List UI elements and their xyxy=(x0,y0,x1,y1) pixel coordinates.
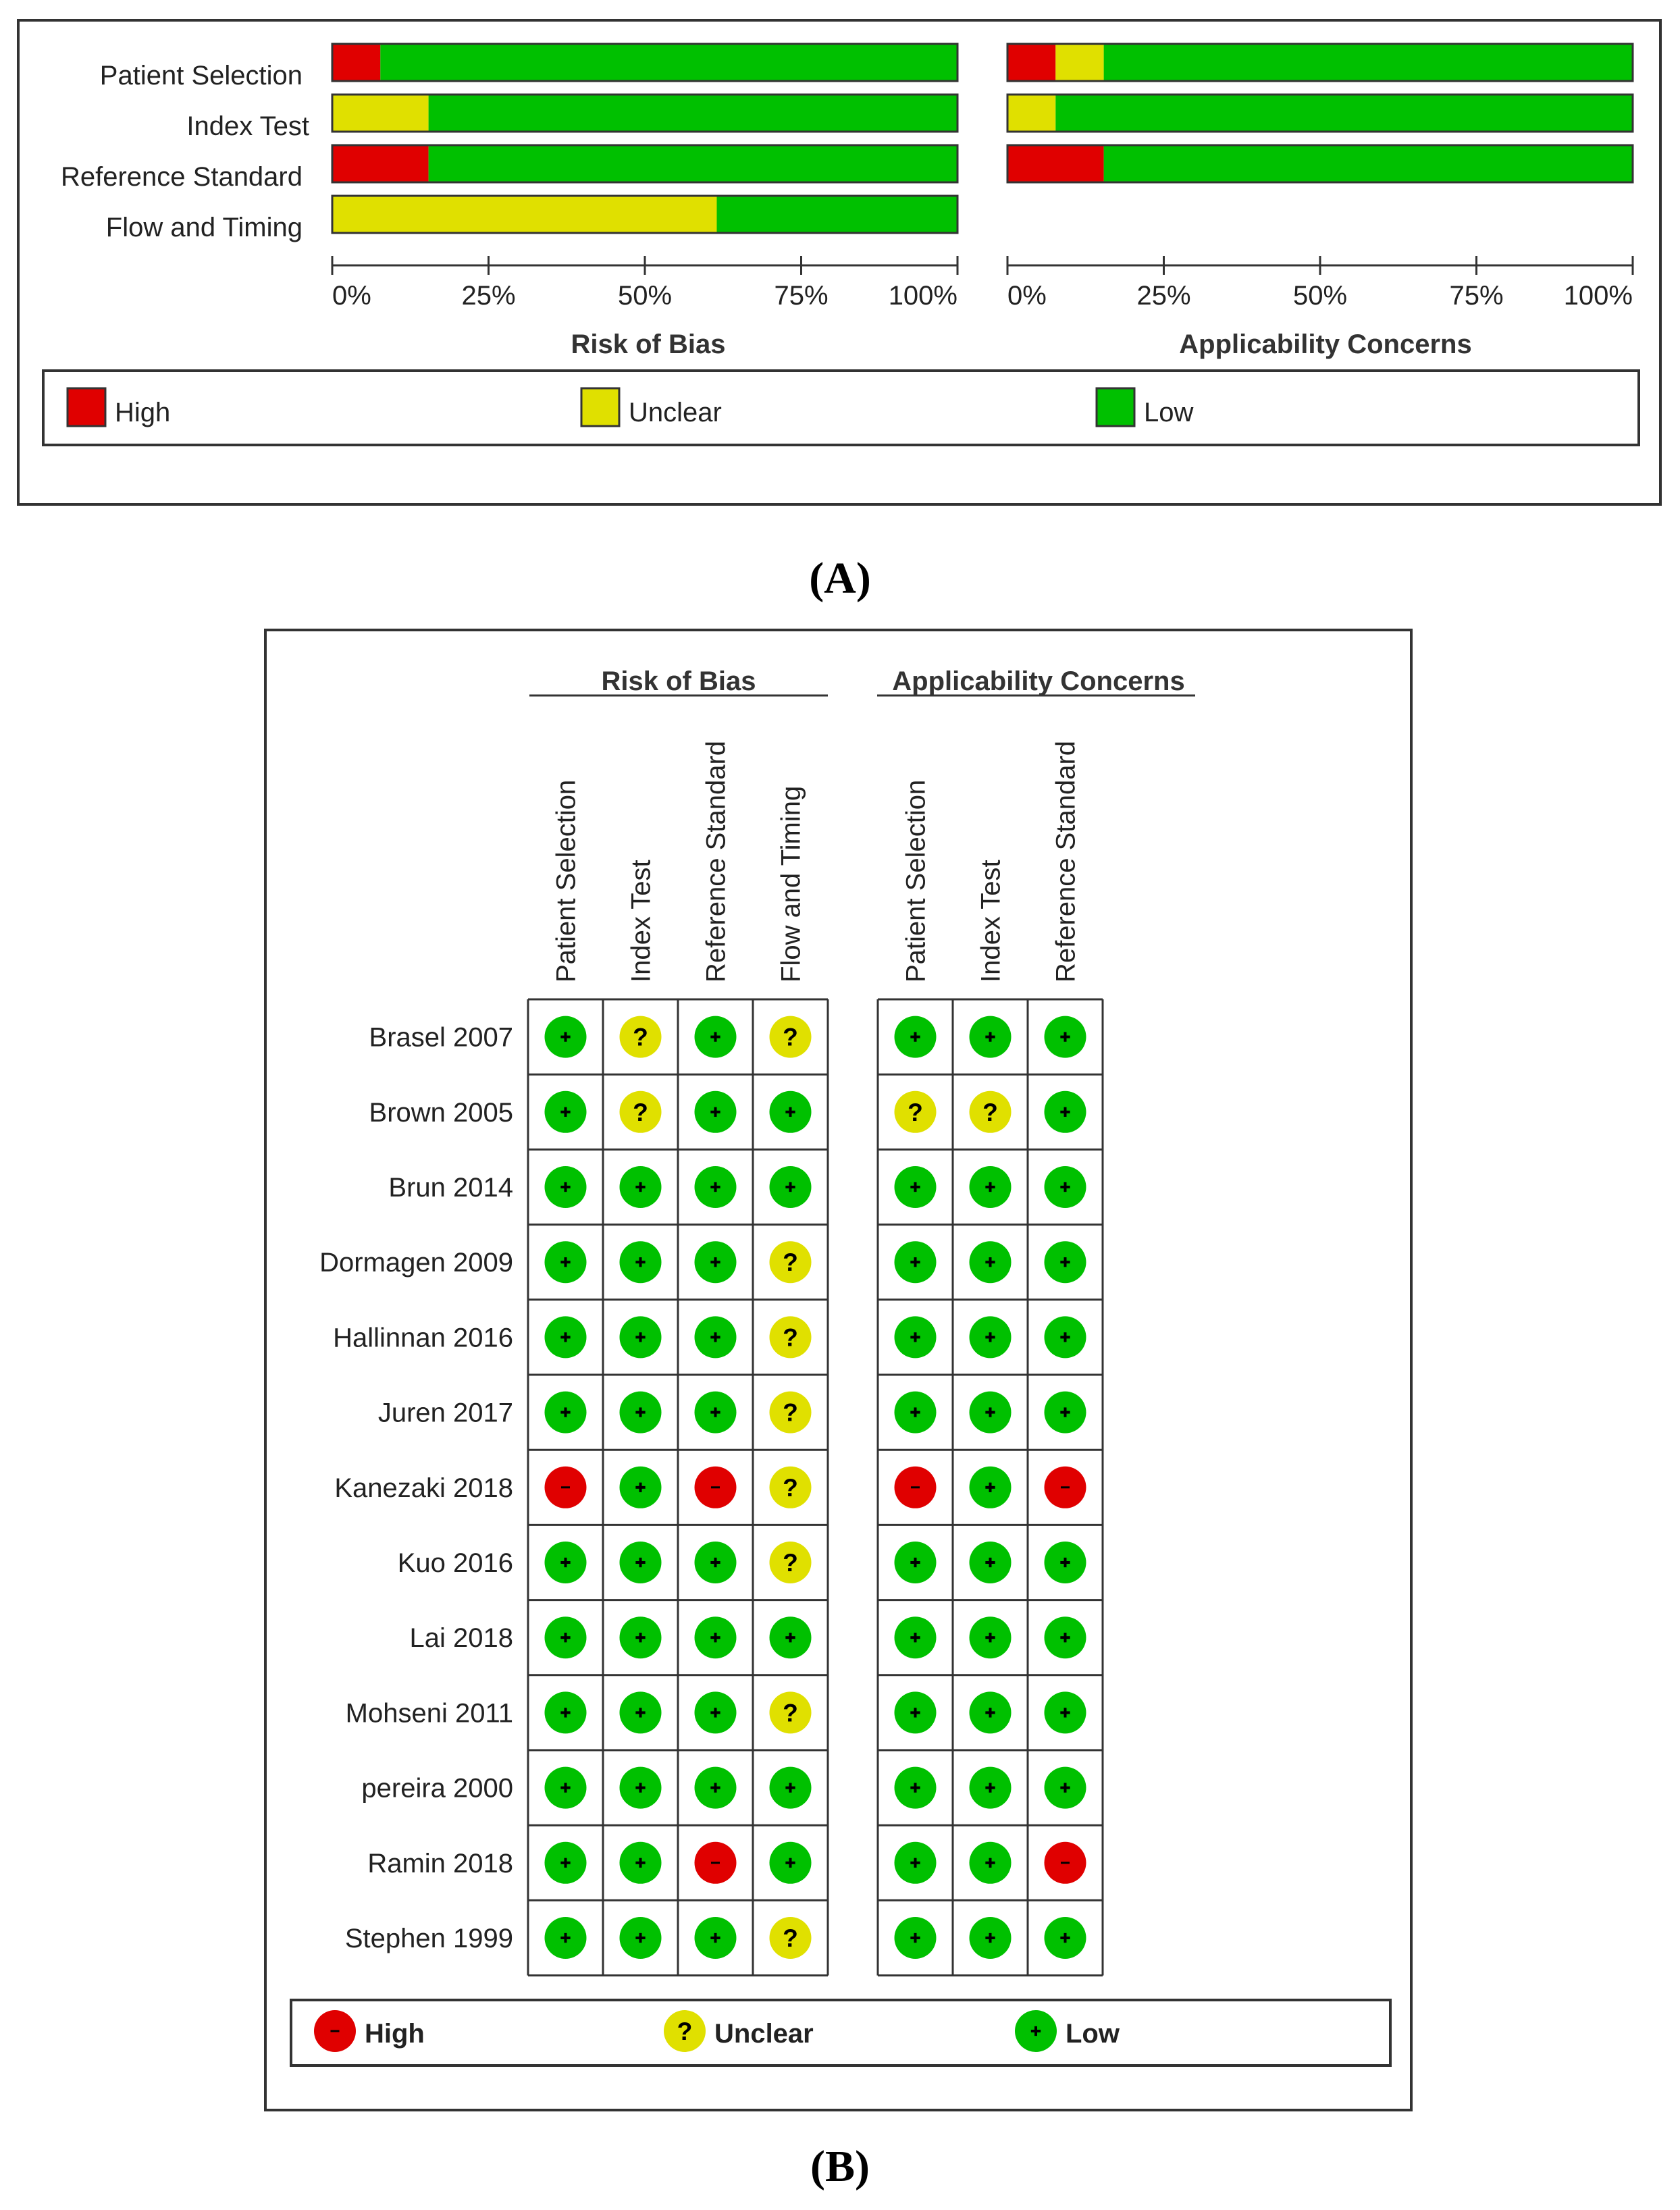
bar-label-patient-selection: Patient Selection xyxy=(99,61,303,90)
legend-b-frame xyxy=(291,2000,1390,2066)
axis-tick-label-applicability-concerns-3: 75% xyxy=(1449,281,1504,311)
study-label-brasel-2007: Brasel 2007 xyxy=(369,1022,513,1053)
study-label-kuo-2016: Kuo 2016 xyxy=(397,1548,513,1578)
cell-brasel-2007-applicability-index-test xyxy=(970,1016,1012,1058)
cell-stephen-1999-risk-reference-standard xyxy=(695,1917,737,1959)
bar-risk-of-bias-patient-selection-low xyxy=(380,44,957,81)
cell-kanezaki-2018-risk-index-test xyxy=(620,1467,662,1508)
legend-a-high-swatch xyxy=(68,388,105,426)
cell-kuo-2016-applicability-reference-standard xyxy=(1045,1542,1086,1583)
cell-hallinnan-2016-risk-reference-standard xyxy=(695,1316,737,1358)
cell-juren-2017-risk-flow-and-timing-question: ? xyxy=(783,1398,798,1427)
cell-dormagen-2009-risk-reference-standard xyxy=(695,1241,737,1283)
cell-dormagen-2009-risk-patient-selection xyxy=(545,1241,587,1283)
cell-mohseni-2011-applicability-patient-selection xyxy=(895,1691,937,1733)
cell-brown-2005-applicability-patient-selection-question: ? xyxy=(908,1097,923,1126)
cell-kanezaki-2018-risk-flow-and-timing-question: ? xyxy=(783,1473,798,1502)
study-label-mohseni-2011: Mohseni 2011 xyxy=(345,1698,513,1729)
cell-pereira-2000-applicability-reference-standard xyxy=(1045,1767,1086,1809)
study-label-brun-2014: Brun 2014 xyxy=(388,1173,513,1203)
cell-ramin-2018-applicability-reference-standard xyxy=(1045,1842,1086,1884)
legend-a-unclear-swatch xyxy=(581,388,619,426)
column-header-reference-standard: Reference Standard xyxy=(701,740,731,982)
cell-dormagen-2009-applicability-patient-selection xyxy=(895,1241,937,1283)
applicability-title: Applicability Concerns xyxy=(1179,330,1472,359)
study-label-lai-2018: Lai 2018 xyxy=(409,1623,513,1654)
cell-mohseni-2011-risk-flow-and-timing-question: ? xyxy=(783,1698,798,1727)
bar-risk-of-bias-index-test-low xyxy=(429,95,957,132)
cell-brun-2014-risk-index-test xyxy=(620,1166,662,1208)
cell-brun-2014-applicability-reference-standard xyxy=(1045,1166,1086,1208)
panel-a-label: (A) xyxy=(809,554,871,603)
summary-column-headers xyxy=(552,741,1081,982)
bar-applicability-concerns-reference-standard-high xyxy=(1007,145,1104,182)
applicability-axis xyxy=(1007,256,1633,311)
cell-brown-2005-applicability-index-test-question: ? xyxy=(982,1097,998,1126)
axis-tick-label-risk-of-bias-0: 0% xyxy=(332,281,371,311)
legend-b-unclear-symbol-question: ? xyxy=(677,2017,693,2046)
axis-tick-label-applicability-concerns-4: 100% xyxy=(1563,281,1633,311)
cell-pereira-2000-applicability-patient-selection xyxy=(895,1767,937,1809)
cell-dormagen-2009-risk-flow-and-timing xyxy=(770,1241,812,1283)
cell-mohseni-2011-risk-index-test xyxy=(620,1691,662,1733)
cell-ramin-2018-applicability-index-test xyxy=(970,1842,1012,1884)
legend-a-high-label: High xyxy=(115,398,171,427)
cell-kuo-2016-risk-index-test xyxy=(620,1542,662,1583)
bar-risk-of-bias-reference-standard-high xyxy=(332,145,429,182)
cell-brown-2005-risk-index-test xyxy=(620,1091,662,1133)
legend-b-high-symbol xyxy=(314,2010,356,2052)
cell-pereira-2000-risk-patient-selection xyxy=(545,1767,587,1809)
cell-mohseni-2011-risk-patient-selection xyxy=(545,1691,587,1733)
cell-brun-2014-risk-reference-standard xyxy=(695,1166,737,1208)
cell-hallinnan-2016-risk-index-test xyxy=(620,1316,662,1358)
study-label-dormagen-2009: Dormagen 2009 xyxy=(319,1248,513,1278)
cell-kanezaki-2018-applicability-patient-selection xyxy=(895,1467,937,1508)
study-label-pereira-2000: pereira 2000 xyxy=(361,1773,513,1804)
bar-risk-of-bias-patient-selection-high xyxy=(332,44,380,81)
axis-tick-label-applicability-concerns-1: 25% xyxy=(1136,281,1191,311)
cell-juren-2017-risk-patient-selection xyxy=(545,1392,587,1433)
cell-ramin-2018-risk-reference-standard xyxy=(695,1842,737,1884)
bar-label-index-test: Index Test xyxy=(186,111,309,141)
summary-symbols xyxy=(545,1016,1086,1959)
cell-lai-2018-risk-patient-selection xyxy=(545,1616,587,1658)
cell-kuo-2016-applicability-patient-selection xyxy=(895,1542,937,1583)
cell-brun-2014-risk-patient-selection xyxy=(545,1166,587,1208)
cell-hallinnan-2016-applicability-index-test xyxy=(970,1316,1012,1358)
cell-brasel-2007-risk-index-test-question: ? xyxy=(633,1022,648,1051)
cell-kuo-2016-risk-flow-and-timing-question: ? xyxy=(783,1548,798,1577)
cell-juren-2017-risk-reference-standard xyxy=(695,1392,737,1433)
cell-brasel-2007-risk-index-test xyxy=(620,1016,662,1058)
cell-kuo-2016-risk-patient-selection xyxy=(545,1542,587,1583)
column-header-index-test: Index Test xyxy=(976,860,1006,982)
bar-applicability-concerns-index-test-low xyxy=(1055,95,1633,132)
cell-kanezaki-2018-risk-flow-and-timing xyxy=(770,1467,812,1508)
bar-label-reference-standard: Reference Standard xyxy=(60,162,303,192)
cell-juren-2017-applicability-patient-selection xyxy=(895,1392,937,1433)
bar-applicability-concerns-reference-standard-low xyxy=(1104,145,1633,182)
cell-brun-2014-risk-flow-and-timing xyxy=(770,1166,812,1208)
cell-dormagen-2009-applicability-reference-standard xyxy=(1045,1241,1086,1283)
cell-kanezaki-2018-applicability-reference-standard xyxy=(1045,1467,1086,1508)
cell-mohseni-2011-risk-flow-and-timing xyxy=(770,1691,812,1733)
panel-a-frame xyxy=(18,20,1660,504)
study-label-brown-2005: Brown 2005 xyxy=(369,1097,513,1128)
applicability-bars xyxy=(1007,44,1633,182)
cell-brasel-2007-risk-reference-standard xyxy=(695,1016,737,1058)
cell-brasel-2007-applicability-reference-standard xyxy=(1045,1016,1086,1058)
cell-lai-2018-risk-reference-standard xyxy=(695,1616,737,1658)
axis-tick-label-applicability-concerns-2: 50% xyxy=(1292,281,1348,311)
column-header-patient-selection: Patient Selection xyxy=(901,779,931,982)
cell-lai-2018-applicability-reference-standard xyxy=(1045,1616,1086,1658)
axis-tick-label-risk-of-bias-1: 25% xyxy=(461,281,516,311)
cell-stephen-1999-applicability-reference-standard xyxy=(1045,1917,1086,1959)
study-label-hallinnan-2016: Hallinnan 2016 xyxy=(333,1323,513,1353)
cell-mohseni-2011-applicability-reference-standard xyxy=(1045,1691,1086,1733)
cell-hallinnan-2016-applicability-patient-selection xyxy=(895,1316,937,1358)
cell-mohseni-2011-risk-reference-standard xyxy=(695,1691,737,1733)
cell-brasel-2007-applicability-patient-selection xyxy=(895,1016,937,1058)
cell-dormagen-2009-risk-index-test xyxy=(620,1241,662,1283)
cell-pereira-2000-risk-flow-and-timing xyxy=(770,1767,812,1809)
study-label-ramin-2018: Ramin 2018 xyxy=(367,1848,513,1878)
column-header-reference-standard: Reference Standard xyxy=(1051,740,1081,982)
cell-brown-2005-risk-reference-standard xyxy=(695,1091,737,1133)
cell-ramin-2018-risk-patient-selection xyxy=(545,1842,587,1884)
cell-stephen-1999-risk-flow-and-timing-question: ? xyxy=(783,1924,798,1953)
summary-risk-of-bias-header: Risk of Bias xyxy=(601,666,756,696)
cell-brun-2014-applicability-patient-selection xyxy=(895,1166,937,1208)
bar-risk-of-bias-reference-standard-low xyxy=(429,145,957,182)
bar-risk-of-bias-index-test-unclear xyxy=(332,95,429,132)
cell-stephen-1999-risk-flow-and-timing xyxy=(770,1917,812,1959)
bar-risk-of-bias-flow-and-timing-unclear xyxy=(332,196,716,233)
cell-brun-2014-applicability-index-test xyxy=(970,1166,1012,1208)
bar-applicability-concerns-index-test-unclear xyxy=(1007,95,1055,132)
cell-brown-2005-risk-patient-selection xyxy=(545,1091,587,1133)
cell-ramin-2018-applicability-patient-selection xyxy=(895,1842,937,1884)
cell-dormagen-2009-risk-flow-and-timing-question: ? xyxy=(783,1248,798,1277)
legend-a-low-label: Low xyxy=(1144,398,1194,427)
bar-applicability-concerns-patient-selection-high xyxy=(1007,44,1055,81)
cell-hallinnan-2016-risk-flow-and-timing-question: ? xyxy=(783,1323,798,1352)
cell-brown-2005-risk-index-test-question: ? xyxy=(633,1097,648,1126)
cell-brasel-2007-risk-flow-and-timing xyxy=(770,1016,812,1058)
cell-stephen-1999-applicability-patient-selection xyxy=(895,1917,937,1959)
axis-tick-label-applicability-concerns-0: 0% xyxy=(1007,281,1047,311)
cell-stephen-1999-risk-patient-selection xyxy=(545,1917,587,1959)
cell-juren-2017-applicability-index-test xyxy=(970,1392,1012,1433)
cell-stephen-1999-applicability-index-test xyxy=(970,1917,1012,1959)
cell-kanezaki-2018-risk-reference-standard xyxy=(695,1467,737,1508)
cell-kuo-2016-applicability-index-test xyxy=(970,1542,1012,1583)
cell-kuo-2016-risk-flow-and-timing xyxy=(770,1542,812,1583)
cell-brown-2005-applicability-patient-selection xyxy=(895,1091,937,1133)
cell-brown-2005-applicability-reference-standard xyxy=(1045,1091,1086,1133)
cell-brasel-2007-risk-patient-selection xyxy=(545,1016,587,1058)
cell-hallinnan-2016-risk-flow-and-timing xyxy=(770,1316,812,1358)
bar-risk-of-bias-flow-and-timing-low xyxy=(716,196,957,233)
study-label-juren-2017: Juren 2017 xyxy=(377,1398,513,1428)
bar-applicability-concerns-patient-selection-unclear xyxy=(1055,44,1103,81)
legend-b-items xyxy=(314,2010,1120,2052)
legend-a-frame xyxy=(43,371,1639,445)
legend-b-high-label: High xyxy=(365,2019,425,2049)
column-header-flow-and-timing: Flow and Timing xyxy=(776,785,806,982)
panel-b-label: (B) xyxy=(810,2142,870,2191)
summary-grid xyxy=(528,999,1103,1976)
cell-mohseni-2011-applicability-index-test xyxy=(970,1691,1012,1733)
cell-juren-2017-risk-flow-and-timing xyxy=(770,1392,812,1433)
cell-kanezaki-2018-risk-patient-selection xyxy=(545,1467,587,1508)
bar-label-flow-and-timing: Flow and Timing xyxy=(105,213,303,242)
legend-b-unclear-symbol xyxy=(664,2010,706,2052)
cell-pereira-2000-applicability-index-test xyxy=(970,1767,1012,1809)
axis-tick-label-risk-of-bias-3: 75% xyxy=(774,281,829,311)
cell-kuo-2016-risk-reference-standard xyxy=(695,1542,737,1583)
cell-brown-2005-applicability-index-test xyxy=(970,1091,1012,1133)
cell-juren-2017-applicability-reference-standard xyxy=(1045,1392,1086,1433)
legend-b-unclear-label: Unclear xyxy=(714,2019,814,2049)
cell-pereira-2000-risk-index-test xyxy=(620,1767,662,1809)
cell-ramin-2018-risk-index-test xyxy=(620,1842,662,1884)
cell-lai-2018-applicability-patient-selection xyxy=(895,1616,937,1658)
legend-b-low-symbol xyxy=(1015,2010,1057,2052)
column-header-index-test: Index Test xyxy=(626,860,656,982)
column-header-patient-selection: Patient Selection xyxy=(551,779,581,982)
risk-of-bias-axis xyxy=(332,256,957,311)
cell-juren-2017-risk-index-test xyxy=(620,1392,662,1433)
legend-a-low-swatch xyxy=(1097,388,1134,426)
cell-kanezaki-2018-applicability-index-test xyxy=(970,1467,1012,1508)
risk-of-bias-title: Risk of Bias xyxy=(571,330,726,359)
cell-brasel-2007-risk-flow-and-timing-question: ? xyxy=(783,1022,798,1051)
cell-lai-2018-risk-flow-and-timing xyxy=(770,1616,812,1658)
cell-lai-2018-risk-index-test xyxy=(620,1616,662,1658)
cell-pereira-2000-risk-reference-standard xyxy=(695,1767,737,1809)
axis-tick-label-risk-of-bias-4: 100% xyxy=(888,281,957,311)
risk-of-bias-bars xyxy=(332,44,957,233)
bar-applicability-concerns-patient-selection-low xyxy=(1104,44,1633,81)
cell-stephen-1999-risk-index-test xyxy=(620,1917,662,1959)
cell-dormagen-2009-applicability-index-test xyxy=(970,1241,1012,1283)
panel-b-frame xyxy=(265,630,1411,2110)
summary-row-labels xyxy=(319,1023,513,1953)
cell-hallinnan-2016-applicability-reference-standard xyxy=(1045,1316,1086,1358)
legend-b-low-label: Low xyxy=(1066,2019,1120,2049)
cell-hallinnan-2016-risk-patient-selection xyxy=(545,1316,587,1358)
study-label-stephen-1999: Stephen 1999 xyxy=(344,1924,513,1953)
cell-ramin-2018-risk-flow-and-timing xyxy=(770,1842,812,1884)
axis-tick-label-risk-of-bias-2: 50% xyxy=(617,281,673,311)
cell-lai-2018-applicability-index-test xyxy=(970,1616,1012,1658)
cell-brown-2005-risk-flow-and-timing xyxy=(770,1091,812,1133)
summary-applicability-header: Applicability Concerns xyxy=(892,666,1185,696)
legend-a-unclear-label: Unclear xyxy=(629,398,722,427)
study-label-kanezaki-2018: Kanezaki 2018 xyxy=(334,1473,513,1503)
